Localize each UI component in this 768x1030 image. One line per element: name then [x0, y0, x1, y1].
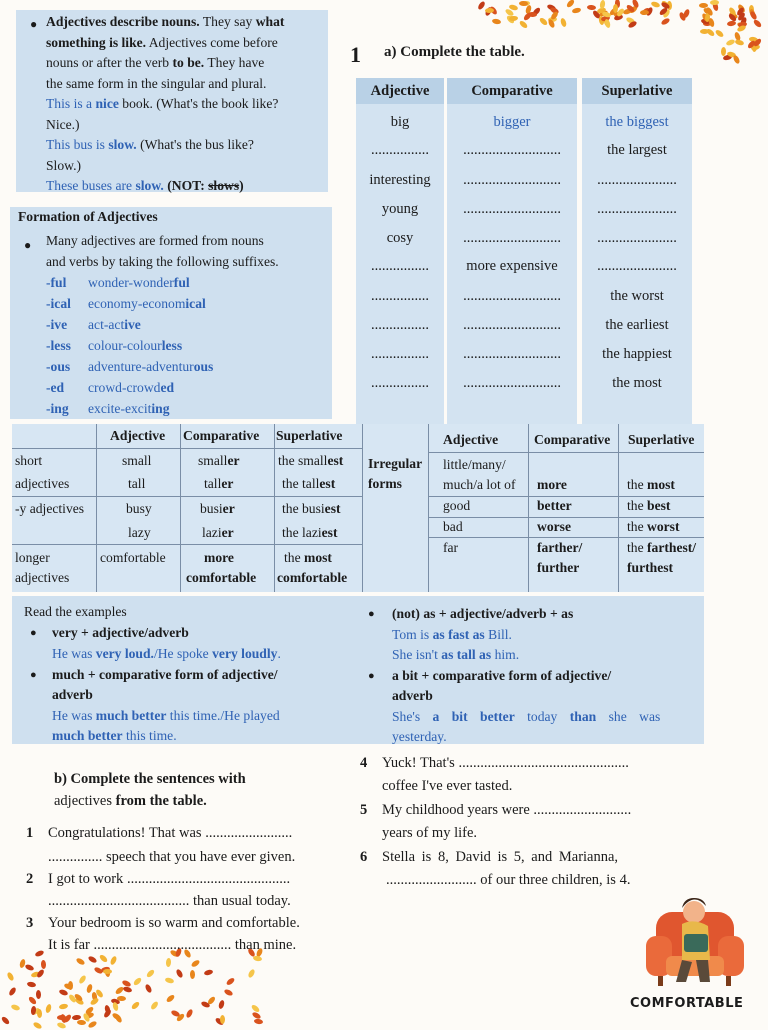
leaf-decoration — [11, 1004, 21, 1012]
table-cell: the worst — [610, 288, 664, 304]
comfortable-label: COMFORTABLE — [630, 996, 744, 1011]
leaf-decoration — [721, 47, 726, 56]
leaf-decoration — [32, 1021, 42, 1030]
leaf-decoration — [519, 19, 529, 29]
table-cell: lazier — [202, 525, 234, 540]
example-highlight: nice — [95, 96, 119, 111]
table-cell: busy — [126, 501, 152, 516]
column-header: Superlative — [582, 78, 692, 104]
table-cell: taller — [204, 476, 234, 491]
leaf-decoration — [190, 970, 195, 979]
comparison-table — [12, 424, 704, 592]
table-cell: far — [443, 540, 459, 555]
leaf-decoration — [753, 18, 763, 28]
suffix-example: colour-colourless — [88, 338, 183, 353]
table-cell: better — [537, 498, 572, 513]
blank-cell[interactable]: ...................... — [597, 258, 677, 274]
blank-cell[interactable]: ........................... — [463, 172, 561, 188]
table-cell: the laziest — [282, 525, 338, 540]
rule-text: adverb — [392, 688, 433, 703]
leaf-decoration — [224, 988, 234, 997]
suffix: -less — [46, 338, 71, 353]
rule-text: to be. — [172, 55, 205, 70]
row-label: -y adjectives — [15, 501, 85, 516]
leaf-decoration — [164, 977, 174, 984]
table-cell: further — [537, 560, 580, 575]
armchair-person-icon — [638, 890, 748, 990]
sentence-text: Yuck! That's ............................................... — [382, 755, 629, 771]
exercise-a-instruction: a) Complete the table. — [384, 44, 525, 60]
suffix-example: adventure-adventurous — [88, 359, 214, 374]
rule-text: the same form in the singular and plural. — [46, 75, 267, 91]
example-highlight: slow. — [108, 137, 137, 152]
bullet-icon: ● — [30, 627, 37, 639]
leaf-decoration — [36, 968, 45, 978]
column-header: Adjective — [443, 432, 499, 447]
blank-cell[interactable]: ........................... — [463, 288, 561, 304]
leaf-decoration — [225, 977, 235, 986]
rule-text: what — [255, 14, 285, 29]
column-header: Adjective — [110, 428, 166, 443]
table-cell: tall — [128, 476, 146, 491]
exercise-b-title: adjectives from the table. — [54, 793, 207, 809]
formation-box — [10, 207, 332, 419]
blank-cell[interactable]: ........................... — [463, 346, 561, 362]
table-cell: bigger — [493, 114, 531, 130]
superlative-column — [582, 78, 695, 448]
leaf-decoration — [204, 968, 214, 975]
table-cell: cosy — [386, 230, 414, 246]
leaf-decoration — [149, 1000, 159, 1010]
suffix: -ful — [46, 275, 67, 290]
leaf-decoration — [565, 0, 575, 8]
leaf-decoration — [661, 17, 671, 26]
table-cell: smaller — [198, 453, 240, 468]
example-text: slows — [208, 178, 240, 193]
sentence-text: ............... speech that you have ever given. — [48, 849, 296, 865]
table-cell: lazy — [128, 525, 151, 540]
table-cell: small — [122, 453, 152, 468]
table-cell: the most — [612, 375, 662, 391]
leaf-decoration — [604, 19, 611, 29]
row-label: adjectives — [15, 570, 70, 585]
table-cell: worse — [537, 519, 571, 534]
leaf-decoration — [109, 955, 117, 965]
table-cell: bad — [443, 519, 463, 534]
blank-cell[interactable]: ................ — [371, 375, 429, 391]
blank-cell[interactable]: ........................... — [463, 317, 561, 333]
blank-cell[interactable]: ........................... — [463, 142, 561, 158]
blank-cell[interactable]: ........................... — [463, 201, 561, 217]
sentence-number: 6 — [360, 849, 368, 865]
sentence-number: 4 — [360, 755, 368, 771]
leaf-decoration — [8, 987, 17, 997]
sentence-text: Congratulations! That was ........................ — [48, 825, 293, 841]
example-text: This bus is — [46, 137, 105, 152]
table-cell: the busiest — [282, 501, 341, 516]
blank-cell[interactable]: ........................... — [463, 230, 561, 246]
sentence-text: My childhood years were ........................... — [382, 802, 632, 818]
leaf-decoration — [166, 958, 172, 967]
row-label: forms — [368, 476, 402, 491]
row-label: short — [15, 453, 43, 468]
sentence-text: years of my life. — [382, 825, 478, 841]
leaf-decoration — [76, 957, 86, 966]
table-cell: comfortable — [100, 550, 166, 565]
bullet-icon: ● — [368, 670, 375, 682]
leaf-decoration — [218, 1000, 225, 1010]
bullet-icon: ● — [30, 669, 37, 681]
leaf-decoration — [509, 15, 519, 21]
adjective-column — [356, 78, 444, 448]
example-text: This is a — [46, 96, 93, 111]
sentence-number: 1 — [26, 825, 34, 841]
leaf-decoration — [683, 8, 691, 18]
table-cell: much/a lot of — [443, 477, 516, 492]
bullet-icon: ● — [30, 17, 38, 31]
blank-cell[interactable]: ...................... — [597, 201, 677, 217]
formation-title: Formation of Adjectives — [18, 209, 158, 224]
blank-cell[interactable]: ........................... — [463, 375, 561, 391]
leaf-decoration — [132, 977, 142, 987]
leaf-decoration — [559, 17, 567, 27]
example-highlight: slow. — [135, 178, 164, 193]
leaf-decoration — [122, 986, 132, 993]
exercise-b-title: b) Complete the sentences with — [54, 771, 246, 787]
sentence-text: I got to work ............................................. — [48, 871, 291, 887]
blank-cell[interactable]: ...................... — [597, 230, 677, 246]
leaf-decoration — [144, 983, 153, 993]
leaf-decoration — [45, 1003, 52, 1013]
exercise-number: 1 — [350, 42, 361, 67]
row-label: longer — [15, 550, 50, 565]
answer-blank[interactable]: ...................................... — [93, 937, 232, 953]
table-cell: more — [537, 477, 567, 492]
leaf-decoration — [220, 1015, 225, 1024]
rule-text: a bit + comparative form of adjective/ — [392, 668, 612, 683]
table-cell: the most — [284, 550, 332, 565]
column-header: Superlative — [276, 428, 343, 443]
sentence-text: ....................................... than usual today. — [48, 893, 291, 909]
table-cell: big — [390, 114, 410, 130]
example-text: yesterday. — [392, 729, 447, 744]
table-cell: farther/ — [537, 540, 583, 555]
examples-box — [12, 596, 704, 744]
table-cell: the tallest — [282, 476, 336, 491]
answer-blank[interactable]: ............... — [48, 849, 103, 865]
answer-blank[interactable]: ............................................. — [126, 871, 291, 887]
suffix-example: excite-exciting — [88, 401, 170, 416]
leaf-decoration — [146, 968, 156, 978]
leaf-decoration — [24, 963, 34, 971]
example-text: Slow.) — [46, 157, 81, 173]
leaf-decoration — [175, 968, 184, 978]
adjective-rules-box — [16, 10, 328, 192]
leaf-decoration — [78, 974, 87, 984]
suffix-example: crowd-crowded — [88, 380, 175, 395]
table-cell: good — [443, 498, 471, 513]
leaf-decoration — [725, 39, 735, 47]
rule-text: Adjectives come before — [148, 34, 278, 50]
bullet-icon: ● — [368, 608, 375, 620]
table-cell: the happiest — [602, 346, 672, 362]
leaf-decoration — [35, 989, 40, 998]
blank-cell[interactable]: ................ — [371, 258, 429, 274]
blank-cell[interactable]: ................ — [371, 346, 429, 362]
exercise-b — [10, 760, 368, 954]
example-text: (NOT: — [167, 178, 205, 193]
table-cell: more expensive — [466, 258, 558, 274]
sentence-text: ......................... of our three children, is 4. — [386, 872, 631, 888]
blank-cell[interactable]: ................ — [371, 142, 429, 158]
example-text: much better this time. — [52, 728, 177, 743]
answer-blank[interactable]: ....................................... — [48, 893, 190, 909]
table-cell: the worst — [627, 519, 680, 534]
table-cell: the farthest/ — [627, 540, 697, 555]
example-text: She isn't as tall as him. — [392, 647, 520, 662]
answer-blank[interactable]: ........................ — [205, 825, 293, 841]
leaf-decoration — [88, 955, 98, 964]
table-cell: little/many/ — [443, 457, 506, 472]
leaf-decoration — [186, 1008, 195, 1018]
leaf-decoration — [37, 1009, 42, 1018]
example-text: (What's the bus like? — [140, 137, 254, 152]
answer-blank[interactable]: ......................... — [386, 872, 477, 888]
comparative-column — [447, 78, 577, 448]
suffix-example: wonder-wonderful — [88, 275, 190, 290]
rule-text: adverb — [52, 687, 93, 702]
column-header: Comparative — [183, 428, 260, 443]
table-cell: more — [204, 550, 234, 565]
leaf-decoration — [735, 38, 745, 45]
example-text: ) — [239, 178, 244, 193]
answer-blank[interactable]: ............................................... — [458, 755, 629, 771]
blank-cell[interactable]: ...................... — [597, 172, 677, 188]
table-cell: comfortable — [277, 570, 348, 585]
leaf-decoration — [640, 10, 649, 15]
suffix: -ous — [46, 359, 71, 374]
example-text: Nice.) — [46, 116, 80, 132]
leaf-decoration — [89, 997, 99, 1006]
table-cell: the largest — [607, 142, 667, 158]
formation-intro: Many adjectives are formed from nouns and verbs by taking the following suffixes. — [46, 233, 279, 269]
leaf-decoration — [714, 29, 724, 38]
table-cell: young — [381, 201, 419, 217]
sentence-text: coffee I've ever tasted. — [382, 778, 513, 794]
example-text: He was much better this time./He played — [52, 708, 280, 723]
table-cell: the biggest — [605, 114, 669, 130]
leaf-decoration — [57, 1014, 66, 1019]
suffix-example: act-active — [88, 317, 141, 332]
suffix-example: economy-economical — [88, 296, 206, 311]
example-text: Tom is as fast as Bill. — [392, 627, 512, 642]
leaf-decoration — [58, 988, 68, 996]
rule-text: much + comparative form of adjective/ — [52, 667, 278, 682]
table-cell: the best — [627, 498, 671, 513]
sentence-number: 2 — [26, 871, 34, 887]
column-header: Comparative — [534, 432, 611, 447]
example-text: He was very loud./He spoke very loudly. — [52, 646, 281, 661]
table-cell: comfortable — [186, 570, 257, 585]
sentence-text: Stella is 8, David is 5, and Marianna, — [382, 849, 619, 865]
leaf-decoration — [613, 3, 618, 12]
example-text: book. (What's the book like? — [122, 96, 279, 111]
row-label: adjectives — [15, 476, 70, 491]
example-text: She's a bit better today than she was — [392, 709, 661, 724]
leaf-decoration — [76, 1020, 85, 1026]
column-header: Adjective — [356, 78, 444, 104]
table-cell: the smallest — [278, 453, 344, 468]
suffix: -ed — [46, 380, 65, 395]
leaf-decoration — [131, 1001, 141, 1011]
leaf-decoration — [247, 969, 256, 979]
leaf-decoration — [58, 1003, 68, 1010]
column-header: Superlative — [628, 432, 695, 447]
rule-text: (not) as + adjective/adverb + as — [392, 606, 574, 621]
table-cell: furthest — [627, 560, 674, 575]
leaf-decoration — [114, 1013, 123, 1023]
rule-text: nouns or after the verb — [46, 55, 170, 70]
leaf-decoration — [103, 969, 112, 974]
suffix: -ing — [46, 401, 69, 416]
column-header: Comparative — [447, 78, 577, 104]
leaf-decoration — [190, 959, 200, 968]
leaf-decoration — [0, 1016, 10, 1026]
table-cell: busier — [200, 501, 235, 516]
sentence-number: 5 — [360, 802, 368, 818]
sentence-text: Your bedroom is so warm and comfortable. — [48, 915, 300, 931]
leaf-decoration — [732, 54, 741, 64]
sentence-text: It is far ...................................... than mine. — [48, 937, 297, 953]
table-cell: the most — [627, 477, 675, 492]
bullet-icon: ● — [24, 238, 32, 252]
rule-text: Adjectives describe nouns. — [46, 14, 200, 29]
row-label: Irregular — [368, 456, 423, 471]
rule-text: They say — [202, 14, 253, 29]
suffix: -ical — [46, 296, 71, 311]
suffix: -ive — [46, 317, 68, 332]
leaf-decoration — [117, 996, 126, 1001]
leaf-decoration — [57, 1022, 67, 1030]
rule-text: something is like. — [46, 34, 147, 50]
blank-cell[interactable]: ................ — [371, 288, 429, 304]
leaf-decoration — [165, 994, 175, 1004]
leaf-decoration — [7, 971, 16, 981]
leaf-decoration — [492, 18, 502, 25]
leaf-decoration — [572, 7, 582, 14]
exercise-a — [348, 36, 698, 416]
sentence-number: 3 — [26, 915, 34, 931]
example-text: These buses are — [46, 178, 133, 193]
exercise-b-continued — [356, 750, 708, 910]
table-cell: interesting — [369, 172, 431, 188]
leaf-decoration — [40, 960, 45, 969]
answer-blank[interactable]: ........................... — [533, 802, 632, 818]
blank-cell[interactable]: ................ — [371, 317, 429, 333]
table-cell: the earliest — [605, 317, 669, 333]
examples-heading: Read the examples — [24, 604, 127, 619]
leaf-decoration — [26, 981, 36, 988]
rule-text: They have — [207, 55, 265, 70]
rule-text: very + adjective/adverb — [52, 625, 189, 640]
